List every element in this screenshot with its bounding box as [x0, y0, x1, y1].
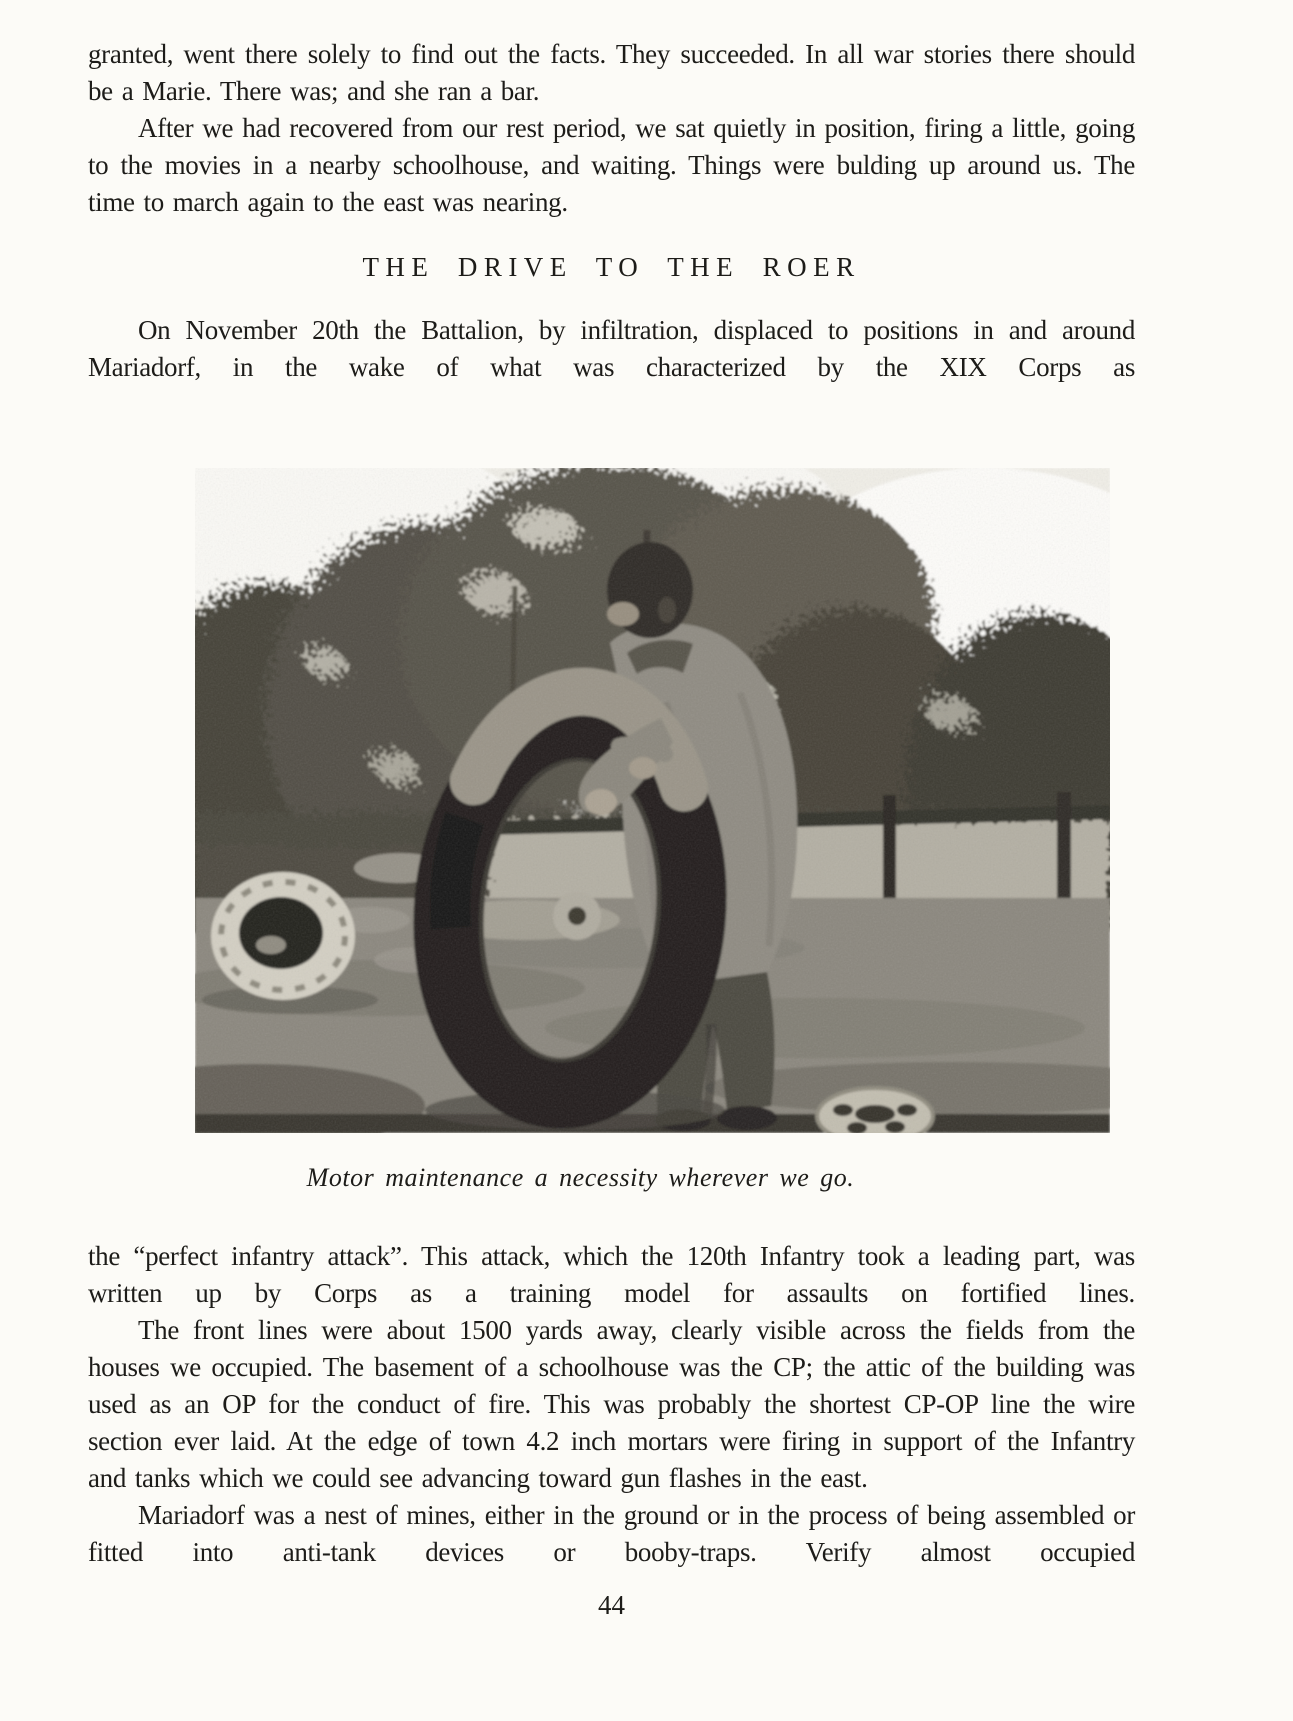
paragraph-rest-period: After we had recovered from our rest period, we sat quietly in position, firing a little, going to the movies in a nearby schoolhouse, and waiting. Things were bulding up around us. The time to march again to the east was nearing.: [88, 113, 1135, 217]
maintenance-photo-svg: [195, 468, 1110, 1133]
page-number: 44: [598, 1590, 625, 1620]
paragraph-front-lines: The front lines were about 1500 yards away, clearly visible across the fields from the houses we occupied. The basement of a schoolhouse was the CP; the attic of the building was used as an OP for the conduct of fire. This was probably the shortest CP-OP line the wire section ever laid. At the edge of town 4.2 inch mortars were firing in support of the Infantry and tanks which we could see advancing toward gun flashes in the east.: [88, 1315, 1135, 1493]
photo-figure: [88, 468, 1135, 1196]
paragraph-perfect-attack: the “perfect infantry attack”. This attack, which the 120th Infantry took a leading part, was written up by Corps as a training model for assaults on fortified lines.: [88, 1241, 1135, 1308]
photo-grain-overlay: [195, 468, 1110, 1133]
photo-caption: Motor maintenance a necessity wherever we go.: [306, 1163, 855, 1192]
paragraph-november-20: On November 20th the Battalion, by infiltration, displaced to positions in and around Mariadorf, in the wake of what was characterized by the XIX Corps as: [88, 315, 1135, 382]
maintenance-photo: [195, 468, 1110, 1133]
paragraph-mariadorf-mines: Mariadorf was a nest of mines, either in the ground or in the process of being assembled or fitted into anti-tank devices or booby-traps. Verify almost occupied: [88, 1500, 1135, 1567]
paragraph-continuation: granted, went there solely to find out the facts. They succeeded. In all war stories there should be a Marie. There was; and she ran a bar.: [88, 39, 1135, 106]
section-heading: THE DRIVE TO THE ROER: [362, 252, 861, 282]
